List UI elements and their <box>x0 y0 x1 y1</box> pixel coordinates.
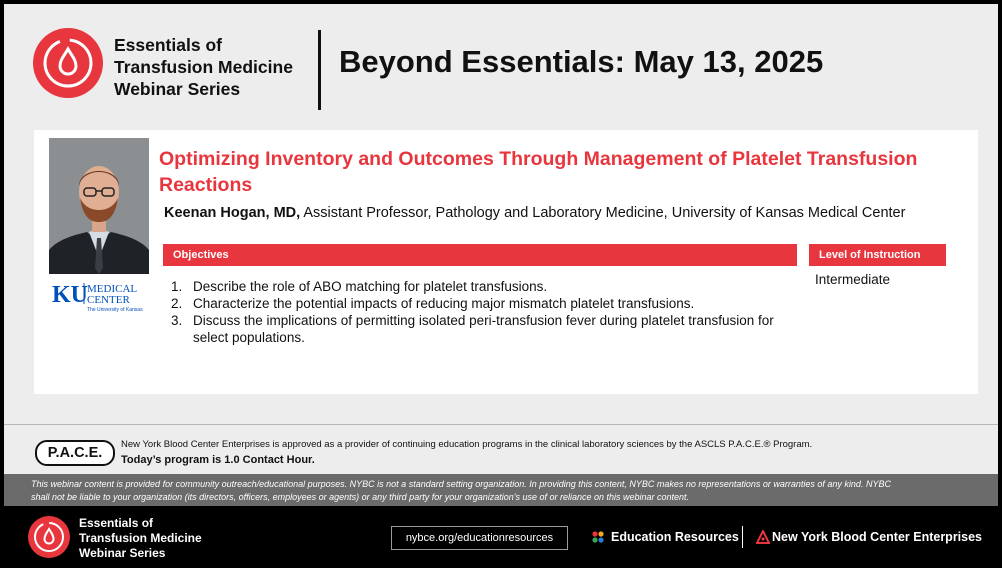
nybc-org-name: New York Blood Center Enterprises <box>772 530 983 544</box>
footer-series-title: Essentials of Transfusion Medicine Webinar Series <box>79 516 202 560</box>
objectives-label: Objectives <box>173 249 229 261</box>
series-title <box>114 34 293 100</box>
svg-text:The University of Kansas: The University of Kansas <box>87 307 143 313</box>
drop-logo-icon <box>33 28 103 98</box>
svg-text:KU: KU <box>52 282 88 308</box>
event-title: Beyond Essentials: May 13, 2025 <box>339 44 824 79</box>
drop-logo-icon <box>28 516 70 558</box>
education-url-link[interactable]: nybce.org/educationresources <box>391 526 568 550</box>
footer-divider <box>742 526 743 548</box>
talk-card <box>34 130 978 394</box>
level-header <box>809 244 946 266</box>
header-divider <box>318 30 321 110</box>
speaker-line <box>164 204 944 222</box>
svg-text:MEDICAL: MEDICAL <box>87 283 138 295</box>
header <box>4 4 998 126</box>
speaker-affiliation: Assistant Professor, Pathology and Laboratory Medicine, University of Kansas Medical Center <box>303 205 906 221</box>
speaker-name: Keenan Hogan, MD, <box>164 205 301 221</box>
pace-statement: New York Blood Center Enterprises is approved as a provider of continuing education programs in the clinical laboratory sciences by the ASCLS P.A.C.E.® Program. <box>121 439 813 450</box>
speaker-photo <box>49 138 149 274</box>
list-item: 3. Discuss the implications of permitting isolated peri-transfusion fever during platelet transfusion for select populations. <box>171 313 774 345</box>
section-divider <box>4 424 998 425</box>
objectives-list <box>171 278 781 346</box>
series-title-line2: Transfusion Medicine <box>114 57 293 77</box>
nybc-logo-icon <box>756 530 770 544</box>
objectives-header <box>163 244 797 266</box>
level-value: Intermediate <box>815 272 891 287</box>
education-resources-link[interactable]: Education Resources <box>611 530 739 544</box>
footer <box>4 506 998 564</box>
education-resources-icon <box>591 530 605 544</box>
disclaimer-bar <box>4 474 998 506</box>
list-item: 2. Characterize the potential impacts of reducing major mismatch platelet transfusions. <box>171 296 695 311</box>
disclaimer-text: This webinar content is provided for community outreach/educational purposes. NYBC is not a standard setting organization. In providing this content, NYBC makes no representations or warranties of any kind. NYBC shall not be liable to your organization (its directors, officers, employees or agents) or any third party for your organization's use of or reliance on this webinar content. <box>31 479 891 502</box>
pace-logo: P.A.C.E. <box>35 440 115 466</box>
level-label: Level of Instruction <box>819 249 921 261</box>
svg-text:CENTER: CENTER <box>87 294 130 306</box>
slide <box>4 4 998 564</box>
list-item: 1. Describe the role of ABO matching for platelet transfusions. <box>171 279 548 294</box>
series-title-line1: Essentials of <box>114 35 222 55</box>
talk-title: Optimizing Inventory and Outcomes Through Management of Platelet Transfusion Reactions <box>159 148 918 196</box>
series-title-line3: Webinar Series <box>114 79 241 99</box>
contact-hours: Today’s program is 1.0 Contact Hour. <box>121 454 315 466</box>
ku-medical-center-logo <box>49 278 149 314</box>
